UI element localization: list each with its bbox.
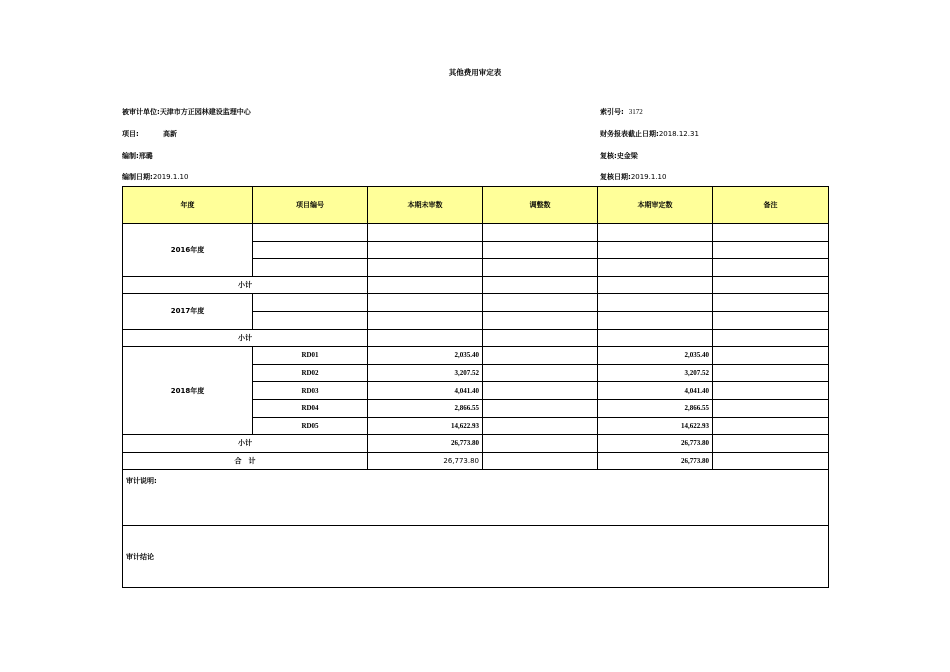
unaudited-value: 2,866.55: [368, 399, 483, 417]
audited-unit-value: 天津市方正园林建设监理中心: [159, 108, 251, 116]
audit-note-label: 审计说明:: [123, 470, 829, 526]
subtotal-label: 小计: [123, 329, 368, 347]
subtotal-row-2017: [123, 329, 829, 347]
table-row: [123, 294, 829, 312]
reviewed-date: [600, 172, 666, 182]
item-code: RD01: [253, 347, 368, 365]
audited-value: 2,866.55: [598, 399, 713, 417]
table-cell: [483, 417, 598, 435]
report-date: [600, 129, 699, 139]
table-cell: [713, 364, 829, 382]
table-cell: [713, 417, 829, 435]
index-value: 3172: [628, 108, 643, 116]
table-cell: [713, 294, 829, 312]
expense-audit-table: [122, 186, 829, 588]
table-cell: [713, 241, 829, 259]
table-cell: [253, 259, 368, 277]
reviewed-by-label: 复核:: [600, 152, 617, 160]
table-cell: [483, 452, 598, 470]
header-adjustment: 调整数: [483, 187, 598, 224]
prepared-date: [122, 172, 188, 182]
total-unaudited: 26,773.80: [368, 452, 483, 470]
audited-unit: [122, 107, 251, 117]
table-row: [123, 347, 829, 365]
table-cell: [483, 382, 598, 400]
table-cell: [368, 276, 483, 294]
table-cell: [483, 224, 598, 242]
subtotal-audited: 26,773.80: [598, 435, 713, 453]
unaudited-value: 4,041.40: [368, 382, 483, 400]
table-cell: [368, 241, 483, 259]
header-year: 年度: [123, 187, 253, 224]
reviewed-date-value: 2019.1.10: [630, 173, 667, 181]
table-cell: [253, 294, 368, 312]
table-cell: [368, 311, 483, 329]
table-cell: [598, 294, 713, 312]
prepared-date-label: 编制日期:: [122, 173, 153, 181]
table-cell: [483, 329, 598, 347]
header-remarks: 备注: [713, 187, 829, 224]
item-code: RD05: [253, 417, 368, 435]
table-cell: [368, 329, 483, 347]
audited-value: 14,622.93: [598, 417, 713, 435]
table-cell: [483, 399, 598, 417]
prepared-by: [122, 151, 153, 161]
table-cell: [483, 364, 598, 382]
index-number: [600, 107, 643, 117]
table-cell: [713, 224, 829, 242]
unaudited-value: 3,207.52: [368, 364, 483, 382]
year-2017-cell: 2017年度: [123, 294, 253, 329]
table-cell: [483, 276, 598, 294]
audited-value: 2,035.40: [598, 347, 713, 365]
header-unaudited: 本期未审数: [368, 187, 483, 224]
page-title: 其他费用审定表: [448, 68, 502, 77]
table-cell: [598, 329, 713, 347]
subtotal-label: 小计: [123, 435, 368, 453]
header-audited: 本期审定数: [598, 187, 713, 224]
year-2018-cell: 2018年度: [123, 347, 253, 435]
table-cell: [253, 241, 368, 259]
total-row: [123, 452, 829, 470]
table-cell: [598, 224, 713, 242]
table-cell: [713, 276, 829, 294]
table-cell: [598, 241, 713, 259]
table-cell: [253, 311, 368, 329]
prepared-date-value: 2019.1.10: [152, 173, 189, 181]
table-row: [123, 224, 829, 242]
audit-note-row: [123, 470, 829, 526]
table-cell: [598, 259, 713, 277]
project-value: 高新: [163, 130, 177, 138]
table-cell: [253, 224, 368, 242]
table-cell: [713, 311, 829, 329]
table-cell: [713, 329, 829, 347]
table-cell: [598, 276, 713, 294]
item-code: RD02: [253, 364, 368, 382]
table-cell: [483, 259, 598, 277]
audited-unit-label: 被审计单位:: [122, 108, 160, 116]
table-cell: [713, 347, 829, 365]
report-date-label: 财务报表截止日期:: [600, 130, 659, 138]
table-cell: [713, 382, 829, 400]
total-audited: 26,773.80: [598, 452, 713, 470]
audited-value: 3,207.52: [598, 364, 713, 382]
unaudited-value: 14,622.93: [368, 417, 483, 435]
table-cell: [483, 311, 598, 329]
table-cell: [368, 224, 483, 242]
item-code: RD04: [253, 399, 368, 417]
year-2016-cell: 2016年度: [123, 224, 253, 277]
table-cell: [368, 294, 483, 312]
table-cell: [483, 294, 598, 312]
subtotal-label: 小计: [123, 276, 368, 294]
table-cell: [713, 399, 829, 417]
table-header-row: [123, 187, 829, 224]
audit-conclusion-row: [123, 526, 829, 588]
table-cell: [483, 435, 598, 453]
table-cell: [713, 435, 829, 453]
table-cell: [713, 452, 829, 470]
subtotal-row-2016: [123, 276, 829, 294]
project: [122, 129, 139, 139]
index-label: 索引号:: [600, 108, 624, 116]
subtotal-row-2018: [123, 435, 829, 453]
prepared-by-label: 编制:: [122, 152, 139, 160]
reviewed-by: [600, 151, 638, 161]
table-cell: [598, 311, 713, 329]
prepared-by-value: 邢璐: [138, 152, 153, 160]
subtotal-unaudited: 26,773.80: [368, 435, 483, 453]
item-code: RD03: [253, 382, 368, 400]
header-item-code: 项目编号: [253, 187, 368, 224]
report-date-value: 2018.12.31: [658, 130, 699, 138]
table-cell: [483, 241, 598, 259]
audit-conclusion-label: 审计结论: [123, 526, 829, 588]
audited-value: 4,041.40: [598, 382, 713, 400]
total-label: 合 计: [123, 452, 368, 470]
reviewed-by-value: 史金梁: [616, 152, 638, 160]
table-cell: [483, 347, 598, 365]
table-cell: [713, 259, 829, 277]
reviewed-date-label: 复核日期:: [600, 173, 631, 181]
unaudited-value: 2,035.40: [368, 347, 483, 365]
table-cell: [368, 259, 483, 277]
project-label: 项目:: [122, 130, 139, 138]
